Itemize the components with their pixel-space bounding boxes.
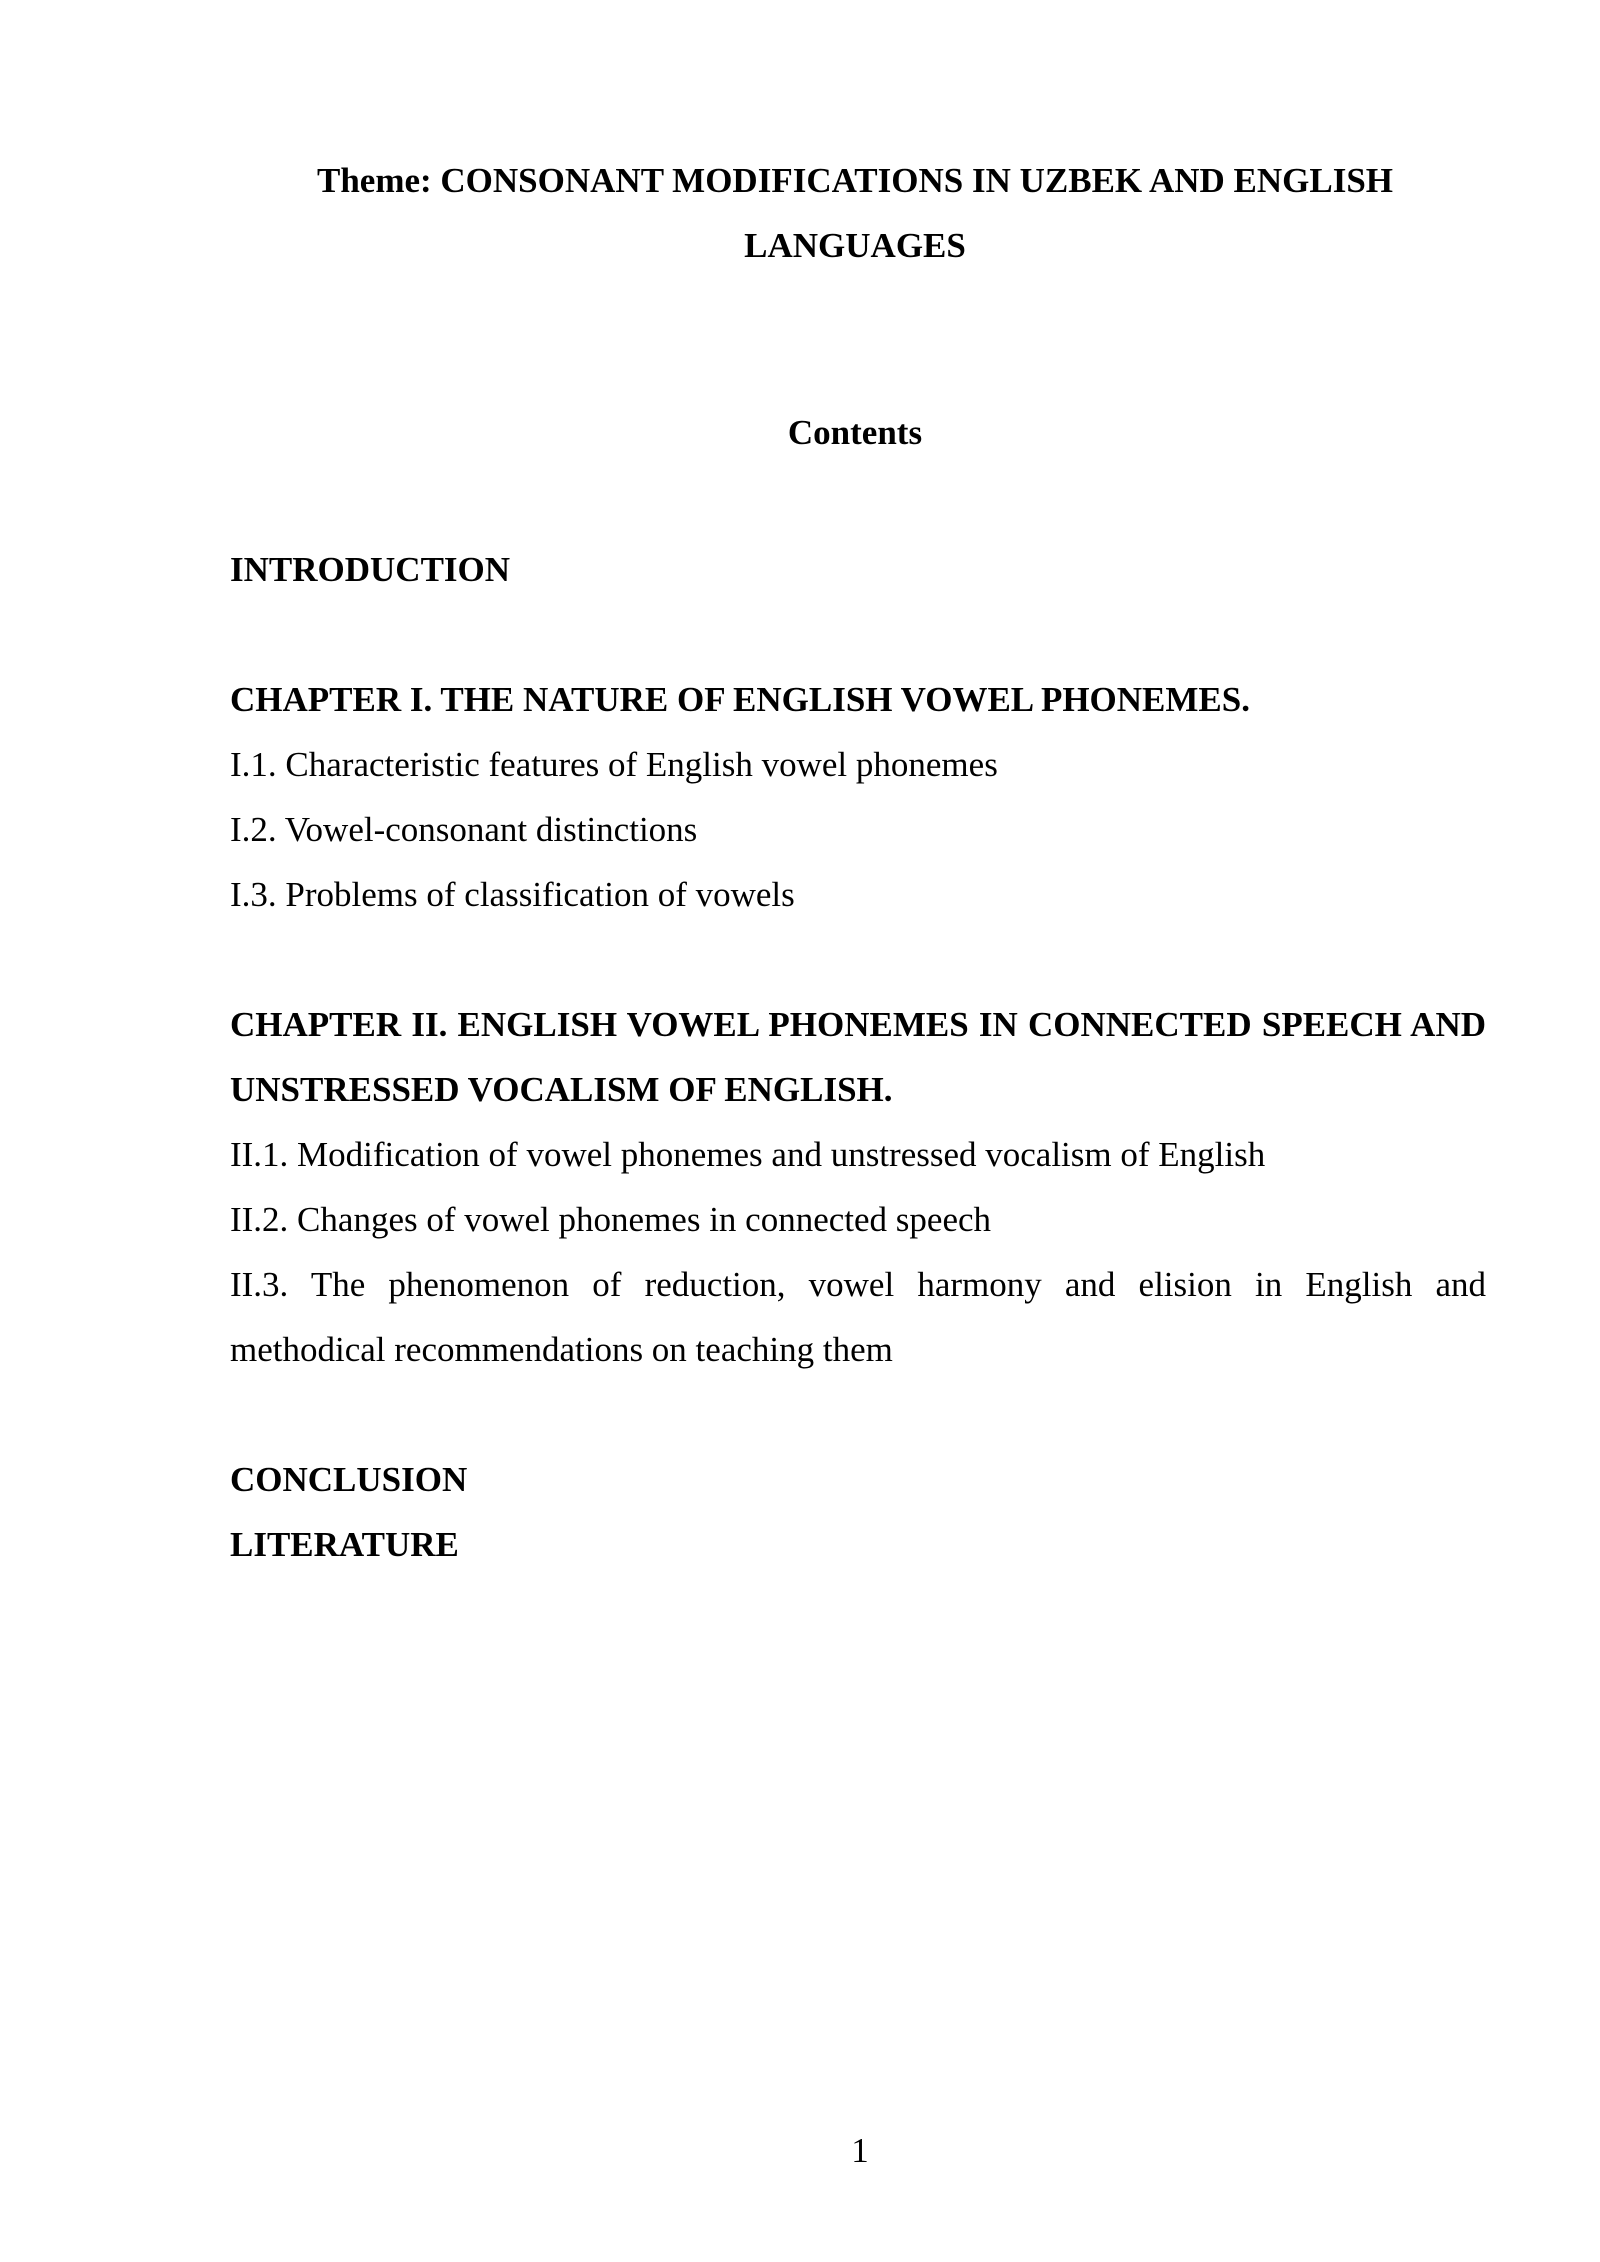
page-number: 1 [851,2131,869,2170]
document-theme-title: Theme: CONSONANT MODIFICATIONS IN UZBEK AND ENGLISH LANGUAGES [316,161,1394,265]
toc-literature: LITERATURE [230,1525,459,1564]
toc-item-1-3: I.3. Problems of classification of vowels [230,875,795,914]
toc-item-2-1: II.1. Modification of vowel phonemes and unstressed vocalism of English [230,1135,1266,1174]
toc-introduction: INTRODUCTION [230,550,511,589]
toc-item-2-3: II.3. The phenomenon of reduction, vowel harmony and elision in English and methodical recommendations on teaching them [230,1265,1486,1369]
table-of-contents [230,537,1486,1577]
toc-chapter-2-title: CHAPTER II. ENGLISH VOWEL PHONEMES IN CONNECTED SPEECH AND UNSTRESSED VOCALISM OF ENGLISH. [230,1005,1486,1109]
contents-heading: Contents [787,413,923,452]
toc-conclusion: CONCLUSION [230,1460,468,1499]
toc-chapter-1-title: CHAPTER I. THE NATURE OF ENGLISH VOWEL PHONEMES. [230,680,1250,719]
toc-item-1-1: I.1. Characteristic features of English vowel phonemes [230,745,998,784]
toc-item-2-2: II.2. Changes of vowel phonemes in connected speech [230,1200,992,1239]
toc-item-1-2: I.2. Vowel-consonant distinctions [230,810,698,849]
